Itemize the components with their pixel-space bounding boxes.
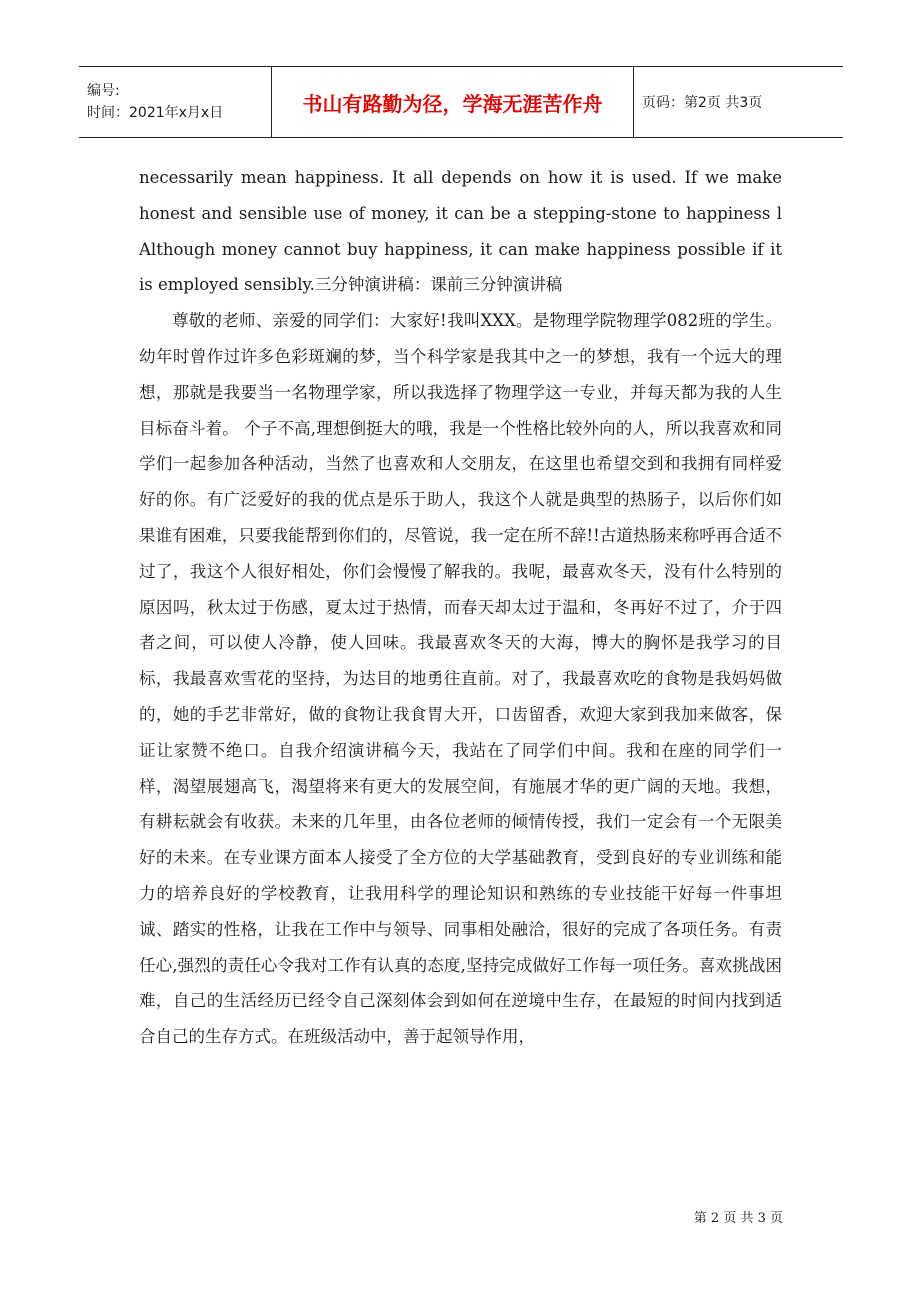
header-page-cell	[634, 67, 843, 137]
header-meta	[79, 67, 272, 137]
page-footer: 第 2 页 共 3 页	[693, 1211, 783, 1226]
body-paragraph-2: 尊敬的老师、亲爱的同学们：大家好!我叫XXX。是物理学院物理学082班的学生。幼年时曾作过许多色彩斑斓的梦，当个科学家是我其中之一的梦想，我有一个远大的理想，那就是我要当一名物理学家，所以我选择了物理学这一专业，并每天都为我的人生目标奋斗着。 个子不高,理想倒挺大的哦，我是一个性格比较外向的人，所以我喜欢和同学们一起参加各种活动，当然了也喜欢和人交朋友，在这里也希望交到和我拥有同样爱好的你。有广泛爱好的我的优点是乐于助人，我这个人就是典型的热肠子，以后你们如果谁有困难，只要我能帮到你们的，尽管说，我一定在所不辞!!古道热肠来称呼再合适不过了，我这个人很好相处，你们会慢慢了解我的。我呢，最喜欢冬天，没有什么特别的原因吗，秋太过于伤感，夏太过于热情，而春天却太过于温和，冬再好不过了，介于四者之间，可以使人冷静，使人回味。我最喜欢冬天的大海，博大的胸怀是我学习的目标，我最喜欢雪花的坚持，为达目的地勇往直前。对了，我最喜欢吃的食物是我妈妈做的，她的手艺非常好，做的食物让我食胃大开，口齿留香，欢迎大家到我加来做客，保证让家赞不绝口。自我介绍演讲稿今天，我站在了同学们中间。我和在座的同学们一样，渴望展翅高飞，渴望将来有更大的发展空间，有施展才华的更广阔的天地。我想，有耕耘就会有收获。未来的几年里，由各位老师的倾情传授，我们一定会有一个无限美好的未来。在专业课方面本人接受了全方位的大学基础教育，受到良好的专业训练和能力的培养良好的学校教育，让我用科学的理论知识和熟练的专业技能干好每一件事坦诚、踏实的性格，让我在工作中与领导、同事相处融洽，很好的完成了各项任务。有责任心,强烈的责任心令我对工作有认真的态度,坚持完成做好工作每一项任务。喜欢挑战困难，自己的生活经历已经令自己深刻体会到如何在逆境中生存，在最短的时间内找到适合自己的生存方式。在班级活动中，善于起领导作用，	[139, 311, 782, 1047]
header-slogan-cell	[272, 67, 634, 137]
document-body	[139, 160, 782, 1055]
header-slogan: 书山有路勤为径，学海无涯苦作舟	[302, 91, 603, 116]
header-page-number: 页码：第2页 共3页	[642, 95, 763, 111]
date-label: 时间：2021年x月x日	[87, 105, 224, 121]
body-paragraph-1: necessarily mean happiness. It all depends on how it is used. If we make honest and sensible use of money, it can be a stepping-stone to happiness l Although money cannot buy happiness, it can make happiness possible if it is employed sensibly.三分钟演讲稿：课前三分钟演讲稿	[139, 168, 782, 295]
document-header	[79, 66, 843, 138]
serial-number-label: 编号:	[87, 83, 120, 99]
